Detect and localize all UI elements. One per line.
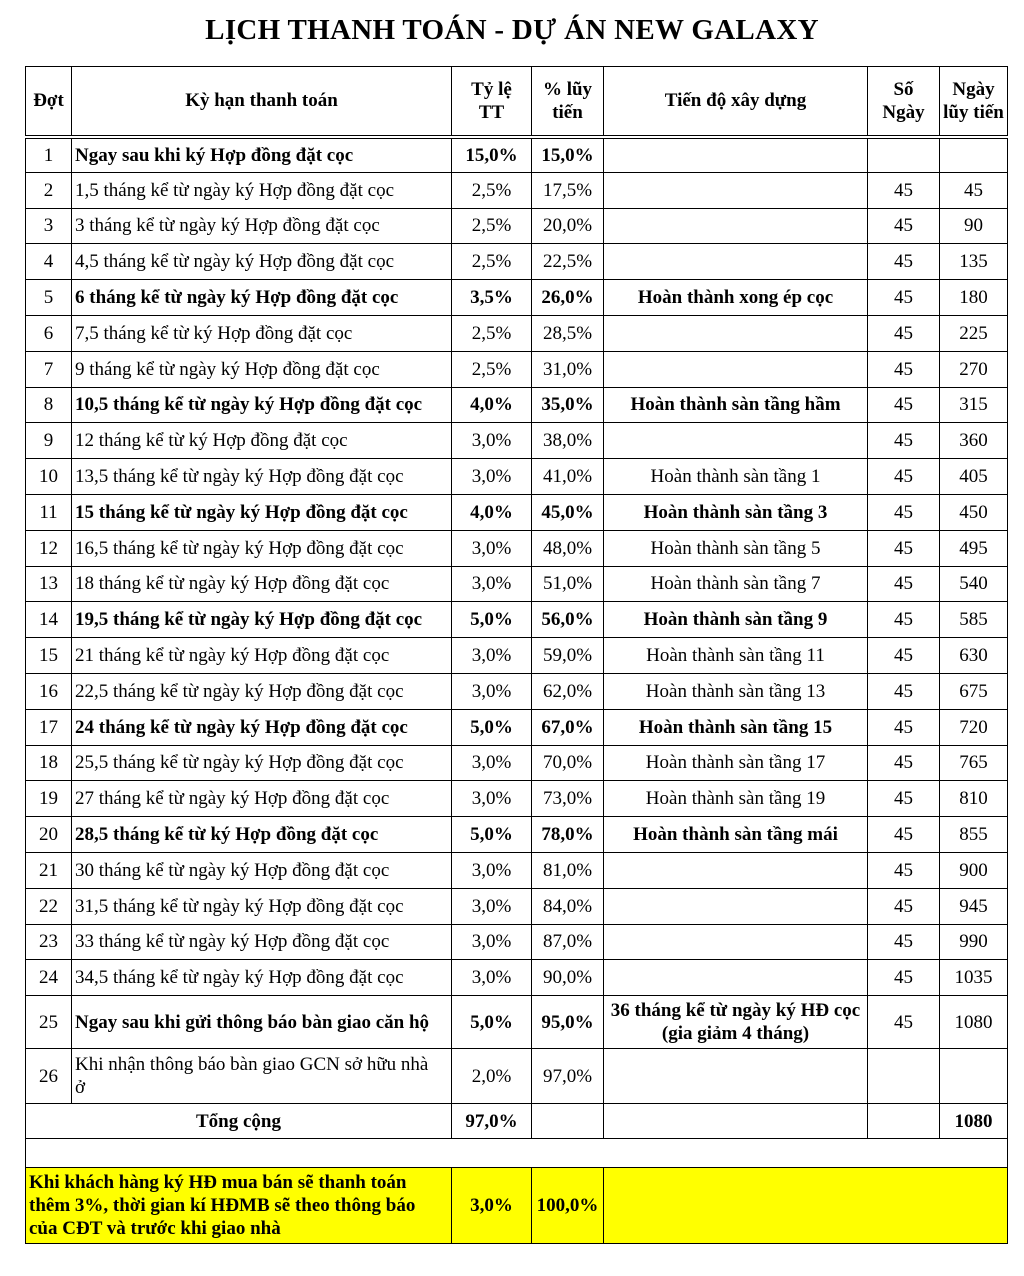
header-ngay-luy-line2: lũy tiến bbox=[943, 101, 1004, 123]
cell-so-ngay: 45 bbox=[868, 351, 940, 387]
table-row bbox=[26, 745, 1008, 781]
cell-luy-tien: 26,0% bbox=[532, 280, 604, 316]
cell-dot: 16 bbox=[26, 673, 72, 709]
cell-tien-do: Hoàn thành sàn tầng 17 bbox=[604, 745, 868, 781]
cell-dot: 17 bbox=[26, 709, 72, 745]
cell-dot: 12 bbox=[26, 530, 72, 566]
cell-dot: 6 bbox=[26, 315, 72, 351]
cell-ky-han: 13,5 tháng kể từ ngày ký Hợp đồng đặt cọc bbox=[72, 459, 452, 495]
cell-luy-tien: 62,0% bbox=[532, 673, 604, 709]
cell-tien-do bbox=[604, 1049, 868, 1104]
note-luy-tien: 100,0% bbox=[532, 1168, 604, 1244]
note-line1: Khi khách hàng ký HĐ mua bán sẽ thanh toán bbox=[29, 1172, 407, 1194]
cell-luy-tien: 41,0% bbox=[532, 459, 604, 495]
cell-ky-han: 9 tháng kể từ ngày ký Hợp đồng đặt cọc bbox=[72, 351, 452, 387]
cell-ngay-luy: 315 bbox=[940, 387, 1008, 423]
cell-so-ngay: 45 bbox=[868, 208, 940, 244]
cell-tien-do: Hoàn thành sàn tầng 15 bbox=[604, 709, 868, 745]
cell-dot: 8 bbox=[26, 387, 72, 423]
cell-luy-tien: 97,0% bbox=[532, 1049, 604, 1104]
cell-tien-do: Hoàn thành sàn tầng mái bbox=[604, 817, 868, 853]
cell-tien-do bbox=[604, 924, 868, 960]
cell-dot: 1 bbox=[26, 137, 72, 173]
cell-ky-han: 1,5 tháng kể từ ngày ký Hợp đồng đặt cọc bbox=[72, 172, 452, 208]
table-row bbox=[26, 459, 1008, 495]
page-title: LỊCH THANH TOÁN - DỰ ÁN NEW GALAXY bbox=[205, 14, 819, 46]
table-row bbox=[26, 315, 1008, 351]
cell-ty-le: 2,5% bbox=[452, 315, 532, 351]
cell-tien-do bbox=[604, 852, 868, 888]
cell-ty-le: 3,0% bbox=[452, 924, 532, 960]
cell-luy-tien: 84,0% bbox=[532, 888, 604, 924]
table-row bbox=[26, 817, 1008, 853]
cell-so-ngay: 45 bbox=[868, 852, 940, 888]
cell-ky-han: 27 tháng kể từ ngày ký Hợp đồng đặt cọc bbox=[72, 781, 452, 817]
cell-ngay-luy: 540 bbox=[940, 566, 1008, 602]
table-row bbox=[26, 244, 1008, 280]
cell-dot: 26 bbox=[26, 1049, 72, 1104]
cell-dot: 3 bbox=[26, 208, 72, 244]
total-empty-luy-tien bbox=[532, 1104, 604, 1139]
cell-ky-han: 31,5 tháng kể từ ngày ký Hợp đồng đặt cọc bbox=[72, 888, 452, 924]
cell-so-ngay: 45 bbox=[868, 459, 940, 495]
cell-ngay-luy: 180 bbox=[940, 280, 1008, 316]
cell-ty-le: 3,0% bbox=[452, 960, 532, 996]
cell-ngay-luy: 765 bbox=[940, 745, 1008, 781]
cell-luy-tien: 67,0% bbox=[532, 709, 604, 745]
cell-ky-han: 4,5 tháng kể từ ngày ký Hợp đồng đặt cọc bbox=[72, 244, 452, 280]
table-row bbox=[26, 709, 1008, 745]
header-ngay-luy-line1: Ngày bbox=[952, 78, 995, 100]
cell-ngay-luy: 900 bbox=[940, 852, 1008, 888]
cell-so-ngay: 45 bbox=[868, 709, 940, 745]
cell-dot: 20 bbox=[26, 817, 72, 853]
cell-tien-do bbox=[604, 888, 868, 924]
cell-so-ngay: 45 bbox=[868, 996, 940, 1049]
header-luy-tien-line2: tiến bbox=[552, 101, 583, 123]
header-ky-han: Kỳ hạn thanh toán bbox=[72, 67, 452, 137]
cell-ty-le: 4,0% bbox=[452, 387, 532, 423]
cell-luy-tien: 87,0% bbox=[532, 924, 604, 960]
cell-luy-tien: 38,0% bbox=[532, 423, 604, 459]
table-row bbox=[26, 423, 1008, 459]
cell-ty-le: 5,0% bbox=[452, 996, 532, 1049]
cell-tien-do bbox=[604, 351, 868, 387]
cell-so-ngay: 45 bbox=[868, 387, 940, 423]
cell-so-ngay: 45 bbox=[868, 494, 940, 530]
cell-ky-han-line1: Khi nhận thông báo bàn giao GCN sở hữu nhà bbox=[75, 1054, 429, 1076]
note-line2: thêm 3%, thời gian kí HĐMB sẽ theo thông báo bbox=[29, 1195, 416, 1217]
cell-dot: 21 bbox=[26, 852, 72, 888]
header-so-ngay-line1: Số bbox=[893, 78, 914, 100]
cell-so-ngay: 45 bbox=[868, 673, 940, 709]
cell-tien-do-line1: 36 tháng kể từ ngày ký HĐ cọc bbox=[610, 1000, 861, 1022]
cell-ky-han: 22,5 tháng kể từ ngày ký Hợp đồng đặt cọc bbox=[72, 673, 452, 709]
cell-ngay-luy bbox=[940, 137, 1008, 173]
cell-ngay-luy: 450 bbox=[940, 494, 1008, 530]
note-row bbox=[26, 1168, 1008, 1244]
cell-dot: 22 bbox=[26, 888, 72, 924]
cell-ngay-luy: 1080 bbox=[940, 996, 1008, 1049]
cell-so-ngay: 45 bbox=[868, 315, 940, 351]
cell-ky-han: Ngay sau khi gửi thông báo bàn giao căn hộ bbox=[72, 996, 452, 1049]
cell-so-ngay: 45 bbox=[868, 817, 940, 853]
header-so-ngay bbox=[868, 67, 940, 137]
cell-ngay-luy: 945 bbox=[940, 888, 1008, 924]
note-empty bbox=[604, 1168, 1008, 1244]
cell-luy-tien: 28,5% bbox=[532, 315, 604, 351]
header-dot: Đợt bbox=[26, 67, 72, 137]
cell-ty-le: 3,0% bbox=[452, 745, 532, 781]
cell-dot: 11 bbox=[26, 494, 72, 530]
cell-tien-do bbox=[604, 960, 868, 996]
table-row bbox=[26, 351, 1008, 387]
cell-so-ngay: 45 bbox=[868, 745, 940, 781]
table-row bbox=[26, 1049, 1008, 1104]
cell-ty-le: 15,0% bbox=[452, 137, 532, 173]
cell-ngay-luy: 1035 bbox=[940, 960, 1008, 996]
table-row bbox=[26, 673, 1008, 709]
cell-ngay-luy: 720 bbox=[940, 709, 1008, 745]
total-empty-so-ngay bbox=[868, 1104, 940, 1139]
cell-ty-le: 2,0% bbox=[452, 1049, 532, 1104]
header-luy-tien bbox=[532, 67, 604, 137]
cell-dot: 23 bbox=[26, 924, 72, 960]
cell-ty-le: 4,0% bbox=[452, 494, 532, 530]
cell-ky-han: 24 tháng kể từ ngày ký Hợp đồng đặt cọc bbox=[72, 709, 452, 745]
cell-ngay-luy: 855 bbox=[940, 817, 1008, 853]
spacer-cell bbox=[26, 1139, 1008, 1168]
total-ty-le: 97,0% bbox=[452, 1104, 532, 1139]
total-row bbox=[26, 1104, 1008, 1139]
cell-luy-tien: 35,0% bbox=[532, 387, 604, 423]
cell-ngay-luy: 270 bbox=[940, 351, 1008, 387]
cell-luy-tien: 22,5% bbox=[532, 244, 604, 280]
cell-tien-do bbox=[604, 315, 868, 351]
cell-dot: 25 bbox=[26, 996, 72, 1049]
cell-ngay-luy: 990 bbox=[940, 924, 1008, 960]
cell-tien-do bbox=[604, 172, 868, 208]
header-luy-tien-line1: % lũy bbox=[542, 78, 593, 100]
note-text bbox=[26, 1168, 452, 1244]
cell-ky-han: 34,5 tháng kể từ ngày ký Hợp đồng đặt cọc bbox=[72, 960, 452, 996]
cell-luy-tien: 17,5% bbox=[532, 172, 604, 208]
cell-tien-do: Hoàn thành sàn tầng 9 bbox=[604, 602, 868, 638]
spacer-row bbox=[26, 1139, 1008, 1168]
cell-dot: 19 bbox=[26, 781, 72, 817]
cell-dot: 7 bbox=[26, 351, 72, 387]
cell-ky-han bbox=[72, 1049, 452, 1104]
cell-luy-tien: 73,0% bbox=[532, 781, 604, 817]
cell-tien-do bbox=[604, 996, 868, 1049]
cell-ky-han: 33 tháng kể từ ngày ký Hợp đồng đặt cọc bbox=[72, 924, 452, 960]
cell-luy-tien: 20,0% bbox=[532, 208, 604, 244]
cell-so-ngay: 45 bbox=[868, 530, 940, 566]
cell-dot: 18 bbox=[26, 745, 72, 781]
cell-ngay-luy: 585 bbox=[940, 602, 1008, 638]
note-line3: của CĐT và trước khi giao nhà bbox=[29, 1218, 281, 1240]
cell-ngay-luy bbox=[940, 1049, 1008, 1104]
cell-so-ngay: 45 bbox=[868, 172, 940, 208]
cell-dot: 15 bbox=[26, 638, 72, 674]
cell-so-ngay: 45 bbox=[868, 280, 940, 316]
cell-ty-le: 3,0% bbox=[452, 423, 532, 459]
cell-so-ngay: 45 bbox=[868, 244, 940, 280]
cell-ty-le: 3,0% bbox=[452, 673, 532, 709]
cell-dot: 24 bbox=[26, 960, 72, 996]
cell-ty-le: 2,5% bbox=[452, 351, 532, 387]
cell-luy-tien: 31,0% bbox=[532, 351, 604, 387]
cell-tien-do: Hoàn thành sàn tầng 13 bbox=[604, 673, 868, 709]
cell-dot: 9 bbox=[26, 423, 72, 459]
cell-ky-han: 6 tháng kể từ ngày ký Hợp đồng đặt cọc bbox=[72, 280, 452, 316]
table-row bbox=[26, 387, 1008, 423]
table-row bbox=[26, 996, 1008, 1049]
cell-dot: 2 bbox=[26, 172, 72, 208]
header-ty-le bbox=[452, 67, 532, 137]
cell-so-ngay bbox=[868, 1049, 940, 1104]
cell-so-ngay: 45 bbox=[868, 888, 940, 924]
cell-tien-do bbox=[604, 423, 868, 459]
cell-ty-le: 5,0% bbox=[452, 817, 532, 853]
table-row bbox=[26, 530, 1008, 566]
cell-tien-do bbox=[604, 137, 868, 173]
cell-dot: 13 bbox=[26, 566, 72, 602]
table-row bbox=[26, 924, 1008, 960]
table-row bbox=[26, 638, 1008, 674]
cell-ngay-luy: 45 bbox=[940, 172, 1008, 208]
cell-tien-do: Hoàn thành sàn tầng 19 bbox=[604, 781, 868, 817]
cell-ty-le: 3,0% bbox=[452, 852, 532, 888]
cell-so-ngay: 45 bbox=[868, 602, 940, 638]
cell-ngay-luy: 360 bbox=[940, 423, 1008, 459]
header-ty-le-line2: TT bbox=[478, 101, 505, 123]
cell-ky-han: 12 tháng kể từ ký Hợp đồng đặt cọc bbox=[72, 423, 452, 459]
header-row bbox=[26, 67, 1008, 137]
cell-ky-han: 30 tháng kể từ ngày ký Hợp đồng đặt cọc bbox=[72, 852, 452, 888]
cell-so-ngay: 45 bbox=[868, 423, 940, 459]
cell-ty-le: 3,0% bbox=[452, 888, 532, 924]
cell-ky-han: 19,5 tháng kể từ ngày ký Hợp đồng đặt cọc bbox=[72, 602, 452, 638]
cell-so-ngay: 45 bbox=[868, 924, 940, 960]
cell-ngay-luy: 630 bbox=[940, 638, 1008, 674]
cell-tien-do: Hoàn thành sàn tầng 5 bbox=[604, 530, 868, 566]
cell-tien-do-line2: (gia giảm 4 tháng) bbox=[661, 1023, 810, 1045]
note-ty-le: 3,0% bbox=[452, 1168, 532, 1244]
cell-tien-do: Hoàn thành sàn tầng 1 bbox=[604, 459, 868, 495]
cell-tien-do: Hoàn thành xong ép cọc bbox=[604, 280, 868, 316]
table-row bbox=[26, 852, 1008, 888]
cell-ky-han: 3 tháng kể từ ngày ký Hợp đồng đặt cọc bbox=[72, 208, 452, 244]
cell-tien-do: Hoàn thành sàn tầng hầm bbox=[604, 387, 868, 423]
cell-ky-han: Ngay sau khi ký Hợp đồng đặt cọc bbox=[72, 137, 452, 173]
table-row bbox=[26, 172, 1008, 208]
cell-luy-tien: 45,0% bbox=[532, 494, 604, 530]
cell-ky-han: 10,5 tháng kể từ ngày ký Hợp đồng đặt cọc bbox=[72, 387, 452, 423]
cell-luy-tien: 15,0% bbox=[532, 137, 604, 173]
cell-tien-do: Hoàn thành sàn tầng 7 bbox=[604, 566, 868, 602]
total-empty-tien-do bbox=[604, 1104, 868, 1139]
cell-tien-do: Hoàn thành sàn tầng 11 bbox=[604, 638, 868, 674]
cell-ky-han: 21 tháng kể từ ngày ký Hợp đồng đặt cọc bbox=[72, 638, 452, 674]
table-row bbox=[26, 137, 1008, 173]
cell-ngay-luy: 405 bbox=[940, 459, 1008, 495]
cell-luy-tien: 56,0% bbox=[532, 602, 604, 638]
table-row bbox=[26, 602, 1008, 638]
cell-dot: 5 bbox=[26, 280, 72, 316]
cell-ngay-luy: 495 bbox=[940, 530, 1008, 566]
cell-ty-le: 5,0% bbox=[452, 602, 532, 638]
table-row bbox=[26, 888, 1008, 924]
cell-so-ngay: 45 bbox=[868, 960, 940, 996]
cell-ty-le: 3,0% bbox=[452, 781, 532, 817]
cell-ky-han: 7,5 tháng kể từ ký Hợp đồng đặt cọc bbox=[72, 315, 452, 351]
cell-tien-do bbox=[604, 208, 868, 244]
header-tien-do: Tiến độ xây dựng bbox=[604, 67, 868, 137]
cell-tien-do: Hoàn thành sàn tầng 3 bbox=[604, 494, 868, 530]
cell-so-ngay: 45 bbox=[868, 566, 940, 602]
cell-ty-le: 2,5% bbox=[452, 244, 532, 280]
cell-dot: 4 bbox=[26, 244, 72, 280]
cell-tien-do bbox=[604, 244, 868, 280]
cell-luy-tien: 95,0% bbox=[532, 996, 604, 1049]
cell-ky-han: 25,5 tháng kể từ ngày ký Hợp đồng đặt cọc bbox=[72, 745, 452, 781]
cell-ty-le: 3,0% bbox=[452, 459, 532, 495]
table-row bbox=[26, 280, 1008, 316]
table-row bbox=[26, 208, 1008, 244]
total-ngay-luy: 1080 bbox=[940, 1104, 1008, 1139]
cell-luy-tien: 48,0% bbox=[532, 530, 604, 566]
table-row bbox=[26, 494, 1008, 530]
cell-ky-han-line2: ở bbox=[75, 1077, 86, 1099]
table-row bbox=[26, 960, 1008, 996]
cell-so-ngay: 45 bbox=[868, 638, 940, 674]
cell-ngay-luy: 675 bbox=[940, 673, 1008, 709]
cell-dot: 10 bbox=[26, 459, 72, 495]
cell-luy-tien: 90,0% bbox=[532, 960, 604, 996]
cell-ky-han: 15 tháng kể từ ngày ký Hợp đồng đặt cọc bbox=[72, 494, 452, 530]
cell-ty-le: 5,0% bbox=[452, 709, 532, 745]
cell-luy-tien: 81,0% bbox=[532, 852, 604, 888]
cell-luy-tien: 51,0% bbox=[532, 566, 604, 602]
cell-ty-le: 3,5% bbox=[452, 280, 532, 316]
cell-dot: 14 bbox=[26, 602, 72, 638]
cell-ngay-luy: 135 bbox=[940, 244, 1008, 280]
cell-ty-le: 2,5% bbox=[452, 172, 532, 208]
payment-schedule-table bbox=[25, 66, 1008, 1244]
cell-ty-le: 3,0% bbox=[452, 566, 532, 602]
cell-ngay-luy: 225 bbox=[940, 315, 1008, 351]
total-label: Tổng cộng bbox=[26, 1104, 452, 1139]
cell-so-ngay bbox=[868, 137, 940, 173]
table-row bbox=[26, 566, 1008, 602]
table-row bbox=[26, 781, 1008, 817]
cell-ngay-luy: 90 bbox=[940, 208, 1008, 244]
header-so-ngay-line2: Ngày bbox=[882, 101, 925, 123]
cell-luy-tien: 78,0% bbox=[532, 817, 604, 853]
cell-ky-han: 28,5 tháng kể từ ký Hợp đồng đặt cọc bbox=[72, 817, 452, 853]
cell-so-ngay: 45 bbox=[868, 781, 940, 817]
header-ngay-luy bbox=[940, 67, 1008, 137]
cell-ky-han: 18 tháng kể từ ngày ký Hợp đồng đặt cọc bbox=[72, 566, 452, 602]
cell-luy-tien: 59,0% bbox=[532, 638, 604, 674]
header-ty-le-line1: Tỷ lệ bbox=[471, 78, 512, 100]
cell-luy-tien: 70,0% bbox=[532, 745, 604, 781]
cell-ty-le: 3,0% bbox=[452, 530, 532, 566]
cell-ty-le: 2,5% bbox=[452, 208, 532, 244]
cell-ngay-luy: 810 bbox=[940, 781, 1008, 817]
cell-ty-le: 3,0% bbox=[452, 638, 532, 674]
cell-ky-han: 16,5 tháng kể từ ngày ký Hợp đồng đặt cọc bbox=[72, 530, 452, 566]
